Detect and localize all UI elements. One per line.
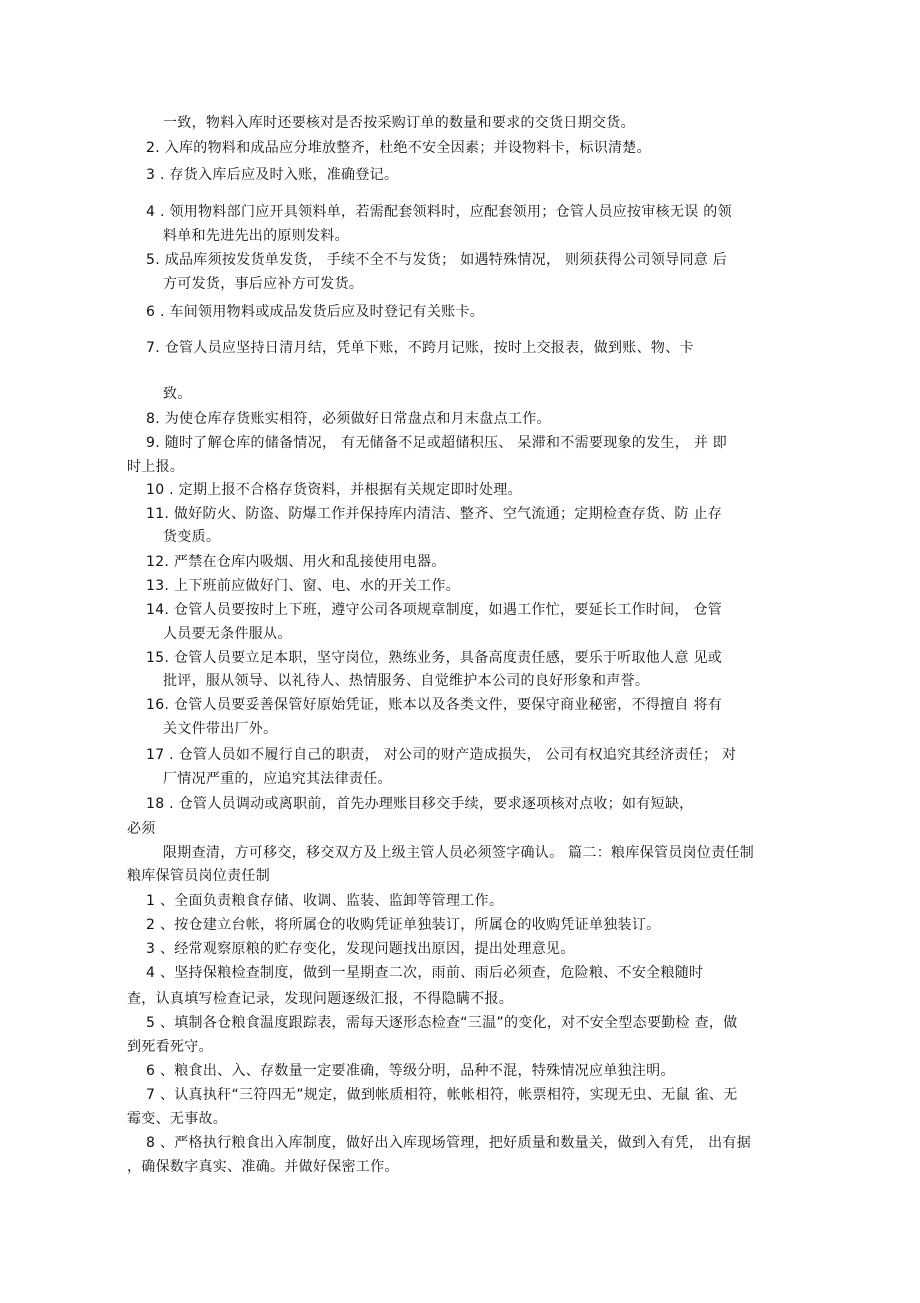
text-line: 到死看死守。: [127, 1039, 213, 1055]
text-line: 必须: [127, 821, 156, 837]
text-line: 限期查清，方可移交，移交双方及上级主管人员必须签字确认。 篇二：粮库保管员岗位责任制: [163, 845, 755, 861]
text-line: ，确保数字真实、准确。并做好保密工作。: [127, 1159, 399, 1175]
text-line: 6 、粮食出、入、存数量一定要准确，等级分明，品种不混，特殊情况应单独注明。: [146, 1063, 675, 1079]
text-line: 8 、严格执行粮食出入库制度，做好出入库现场管理，把好质量和数量关，做到入有凭， 出有据: [146, 1135, 752, 1151]
text-line: 一致，物料入库时还要核对是否按采购订单的数量和要求的交货日期交货。: [163, 115, 635, 131]
text-line: 14. 仓管人员要按时上下班，遵守公司各项规章制度，如遇工作忙，要延长工作时间， 仓管: [146, 602, 723, 618]
text-line: 2. 入库的物料和成品应分堆放整齐，杜绝不安全因素；并设物料卡，标识清楚。: [146, 140, 651, 156]
text-line: 6 . 车间领用物料或成品发货后应及时登记有关账卡。: [146, 304, 485, 320]
text-line: 查，认真填写检查记录，发现问题逐级汇报，不得隐瞒不报。: [127, 991, 514, 1007]
text-line: 方可发货，事后应补方可发货。: [163, 276, 364, 292]
text-line: 料单和先进先出的原则发料。: [163, 228, 349, 244]
text-line: 时上报。: [127, 459, 185, 475]
text-line: 16. 仓管人员要妥善保管好原始凭证，账本以及各类文件，要保守商业秘密，不得擅自 将有: [146, 697, 723, 713]
text-line: 10 . 定期上报不合格存货资料，并根据有关规定即时处理。: [146, 482, 522, 498]
text-line: 5. 成品库须按发货单发货， 手续不全不与发货； 如遇特殊情况， 则须获得公司领导同意 后: [146, 252, 728, 268]
text-line: 8. 为使仓库存货账实相符，必须做好日常盘点和月末盘点工作。: [146, 411, 551, 427]
text-line: 批评，服从领导、以礼待人、热情服务、自觉维护本公司的良好形象和声誉。: [163, 673, 650, 689]
text-line: 11. 做好防火、防盗、防爆工作并保持库内清洁、整齐、空气流通；定期检查存货、防 止存: [146, 506, 723, 522]
text-line: 1 、全面负责粮食存储、收调、监装、监卸等管理工作。: [146, 893, 504, 909]
text-line: 3 、经常观察原粮的贮存变化，发现问题找出原因，提出处理意见。: [146, 941, 575, 957]
text-line: 4 . 领用物料部门应开具领料单，若需配套领料时，应配套领用；仓管人员应按审核无误 的领: [146, 204, 732, 220]
text-line: 15. 仓管人员要立足本职，坚守岗位，熟练业务，具备高度责任感，要乐于听取他人意 见或: [146, 650, 723, 666]
text-line: 粮库保管员岗位责任制: [127, 868, 270, 884]
text-line: 17 . 仓管人员如不履行自己的职责， 对公司的财产造成损失， 公司有权追究其经济责任； 对: [146, 747, 737, 763]
text-line: 5 、填制各仓粮食温度跟踪表，需每天逐形态检查“三温”的变化，对不安全型态要勤检 查，做: [146, 1015, 738, 1031]
text-line: 关文件带出厂外。: [163, 721, 278, 737]
text-line: 2 、按仓建立台帐，将所属仓的收购凭证单独装订，所属仓的收购凭证单独装订。: [146, 917, 661, 933]
text-line: 霉变、无事故。: [127, 1111, 228, 1127]
text-line: 18 . 仓管人员调动或离职前，首先办理账目移交手续，要求逐项核对点收；如有短缺，: [146, 796, 694, 812]
text-line: 9. 随时了解仓库的储备情况， 有无储备不足或超储积压、 呆滞和不需要现象的发生， 并 即: [146, 435, 728, 451]
text-line: 13. 上下班前应做好门、窗、电、水的开关工作。: [146, 578, 460, 594]
text-line: 致。: [163, 386, 192, 402]
text-line: 7 、认真执秆“三符四无”规定，做到帐质相符，帐帐相符，帐票相符，实现无虫、无鼠 雀、无: [146, 1087, 738, 1103]
text-line: 3 . 存货入库后应及时入账，准确登记。: [146, 167, 399, 183]
text-line: 货变质。: [163, 529, 221, 545]
text-line: 12. 严禁在仓库内吸烟、用火和乱接使用电器。: [146, 554, 446, 570]
text-line: 厂情况严重的，应追究其法律责任。: [163, 771, 392, 787]
text-line: 7. 仓管人员应坚持日清月结，凭单下账，不跨月记账，按时上交报表，做到账、物、卡: [146, 340, 694, 356]
text-line: 4 、坚持保粮检查制度，做到一星期查二次，雨前、雨后必须查，危险粮、不安全粮随时: [146, 965, 704, 981]
text-line: 人员要无条件服从。: [163, 626, 292, 642]
